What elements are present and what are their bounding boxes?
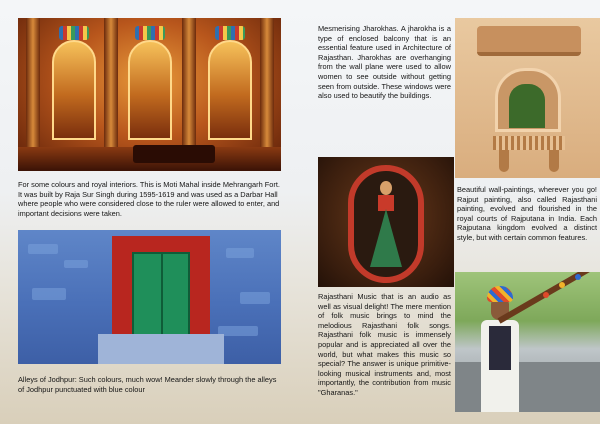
painting-caption: Beautiful wall-paintings, wherever you go! Rajput painting, also called Rajasthani painting, evolved and flourished in the royal courts of Rajputana in India. Each Rajputana kingdom evolved a distinct style, but with certain common features. bbox=[457, 185, 597, 242]
moti-mahal-caption: For some colours and royal interiors. This is Moti Mahal inside Mehrangarh Fort. It was built by Raja Sur Singh during 1595-1619 and was used as a Darbar Hall where people who were considered close to the ruler were allowed to enter, and important decisions were taken. bbox=[18, 180, 280, 218]
jharokha-caption: Mesmerising Jharokhas. A jharokha is a type of enclosed balcony that is an essential feature used in Architecture of Rajasthan. Jharokhas are overhanging from the wall plane were used to allow women to see outside without getting seen from outside. These windows were also used to beautify the buildings. bbox=[318, 24, 451, 101]
rajput-painting-photo bbox=[318, 157, 454, 287]
jodhpur-alley-photo bbox=[18, 230, 281, 364]
moti-mahal-photo bbox=[18, 18, 281, 171]
jharokha-photo bbox=[455, 18, 600, 178]
alleys-caption: Alleys of Jodhpur: Such colours, much wow! Meander slowly through the alleys of Jodhpur punctuated with blue colour bbox=[18, 375, 277, 394]
folk-musician-photo bbox=[455, 272, 600, 412]
music-caption: Rajasthani Music that is an audio as well as visual delight! The mere mention of folk music brings to mind the melodious Rajasthani folk songs. Rajasthani folk music is immensely popular and is appreciated all over the world, but what makes this music so special? The answer is unique primitive-looking musical instruments and, most importantly, the contribution from music "Gharanas." bbox=[318, 292, 451, 397]
